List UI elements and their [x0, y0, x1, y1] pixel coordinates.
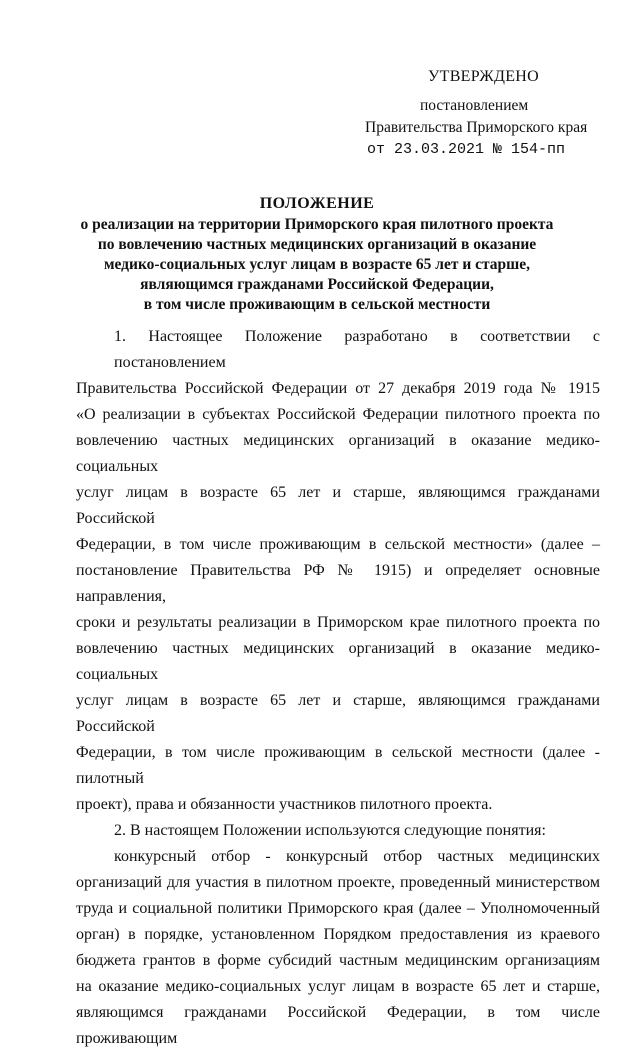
body-line: проект), права и обязанности участников пилотного проекта.	[76, 796, 493, 813]
body-line: бюджета грантов в форме субсидий частным медицинским организациям	[76, 952, 600, 969]
approval-date-number: от 23.03.2021 № 154-пп	[367, 141, 566, 158]
approval-stamp	[365, 66, 615, 161]
body-line: сроки и результаты реализации в Приморском крае пилотного проекта по	[76, 614, 600, 631]
title-heading: ПОЛОЖЕНИЕ	[259, 195, 375, 212]
approval-line: постановлением	[420, 97, 529, 114]
body-line: орган) в порядке, установленном Порядком предоставления из краевого	[76, 926, 600, 943]
approval-line: Правительства Приморского края	[365, 119, 588, 136]
body-line: 1. Настоящее Положение разработано в соответствии с постановлением	[114, 328, 600, 371]
body-line: являющимся гражданами Российской Федерации, в том числе проживающим	[76, 1004, 600, 1047]
body-line: услуг лицам в возрасте 65 лет и старше, являющимся гражданами Российской	[76, 484, 600, 527]
body-line: на оказание медико-социальных услуг лицам в возрасте 65 лет и старше,	[76, 978, 600, 995]
title-line: по вовлечению частных медицинских организаций в оказание	[97, 236, 537, 253]
body-line: труда и социальной политики Приморского края (далее – Уполномоченный	[76, 900, 600, 917]
title-line: являющимся гражданами Российской Федерации,	[140, 276, 494, 293]
body-line: услуг лицам в возрасте 65 лет и старше, являющимся гражданами Российской	[76, 692, 600, 735]
body-line: 2. В настоящем Положении используются следующие понятия:	[114, 822, 546, 839]
body-line: «О реализации в субъектах Российской Федерации пилотного проекта по	[76, 406, 600, 423]
document-body	[76, 324, 600, 1052]
body-line: вовлечению частных медицинских организаций в оказание медико-социальных	[76, 640, 600, 683]
body-line: Федерации, в том числе проживающим в сельской местности» (далее –	[76, 536, 600, 553]
body-line: вовлечению частных медицинских организаций в оказание медико-социальных	[76, 432, 600, 475]
body-line: Федерации, в том числе проживающим в сельской местности (далее - пилотный	[76, 744, 600, 787]
body-line: постановление Правительства РФ № 1915) и определяет основные направления,	[76, 562, 600, 605]
body-line: Правительства Российской Федерации от 27 декабря 2019 года № 1915	[76, 380, 600, 397]
approval-heading: УТВЕРЖДЕНО	[428, 68, 540, 85]
body-line: конкурсный отбор - конкурсный отбор частных медицинских	[114, 848, 600, 865]
title-line: в том числе проживающим в сельской местности	[143, 296, 491, 313]
title-line: медико-социальных услуг лицам в возрасте 65 лет и старше,	[103, 256, 531, 273]
title-line: о реализации на территории Приморского края пилотного проекта	[80, 216, 554, 233]
document-title	[50, 194, 584, 315]
body-line: организаций для участия в пилотном проекте, проведенный министерством	[76, 874, 600, 891]
